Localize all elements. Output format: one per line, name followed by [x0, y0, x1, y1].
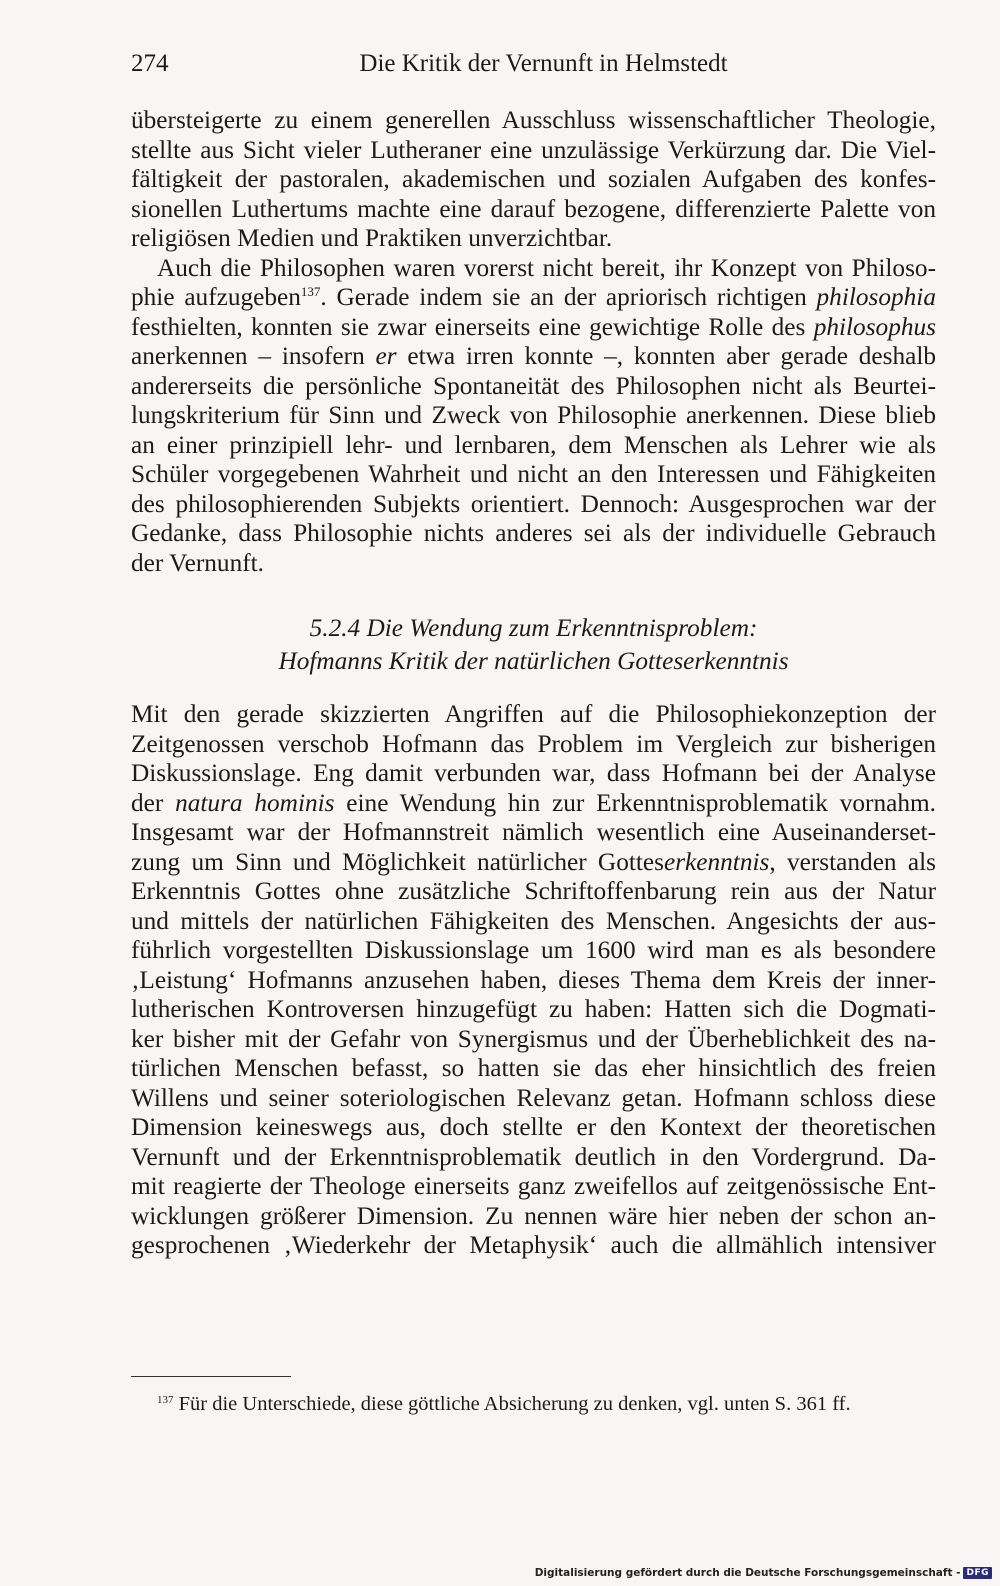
text-line: übersteigerte zu einem generellen Ausschluss wissenschaftlicher Theologie, [131, 106, 936, 134]
text-line: stellte aus Sicht vieler Lutheraner eine unzulässige Verkürzung dar. Die Viel- [131, 135, 936, 164]
text-line: Dimension keineswegs aus, doch stellte er den Kontext der theoretischen [131, 1113, 936, 1141]
section-heading [131, 612, 936, 678]
text-line: des philosophierenden Subjekts orientiert. Dennoch: Ausgesprochen war der [131, 489, 936, 518]
paragraph-1 [131, 106, 936, 254]
italic-term: erkenntnis [663, 847, 770, 876]
text-line [131, 283, 936, 313]
text-run: der [131, 788, 176, 817]
dfg-logo: DFG [963, 1567, 992, 1579]
text-line: lutherischen Kontroversen hinzugefügt zu haben: Hatten sich die Dogmati- [131, 995, 936, 1023]
text-line: gesprochenen ‚Wiederkehr der Metaphysik‘ auch die allmählich intensiver [131, 1231, 936, 1259]
text-line [131, 848, 936, 878]
text-line: Insgesamt war der Hofmannstreit nämlich wesentlich eine Auseinanderset- [131, 818, 936, 846]
italic-term: philosophia [816, 283, 936, 311]
text-line: Schüler vorgegebenen Wahrheit und nicht an den Interessen und Fähigkeiten [131, 460, 936, 488]
text-line: religiösen Medien und Praktiken unverzichtbar. [131, 224, 613, 252]
text-line: Erkenntnis Gottes ohne zusätzliche Schriftoffenbarung rein aus der Natur [131, 877, 936, 905]
text-line [131, 313, 936, 343]
page-header [131, 50, 936, 86]
text-line [131, 342, 936, 372]
body-text [131, 106, 936, 1261]
text-line: und mittels der natürlichen Fähigkeiten des Menschen. Angesichts der aus- [131, 906, 936, 935]
footnote [157, 1387, 937, 1417]
text-line: führlich vorgestellten Diskussionslage um 1600 wird man es als besondere [131, 936, 936, 964]
text-line: an einer prinzipiell lehr- und lernbaren, dem Menschen als Lehrer wie als [131, 430, 936, 459]
footnote-ref[interactable]: 137 [300, 284, 321, 299]
italic-term: er [375, 342, 397, 370]
text-line: Mit den gerade skizzierten Angriffen auf die Philosophiekonzeption der [131, 700, 936, 728]
text-line: Gedanke, dass Philosophie nichts anderes sei als der individuelle Gebrauch [131, 519, 936, 547]
text-run: festhielten, konnten sie zwar einerseits eine gewichtige Rolle des [131, 312, 814, 341]
credit-text: Digitalisierung gefördert durch die Deutsche Forschungsgemeinschaft - [534, 1567, 961, 1579]
italic-term: natura hominis [175, 788, 335, 817]
digitization-credit [535, 1564, 992, 1582]
text-line: ker bisher mit der Gefahr von Synergismus und der Überheblichkeit des na- [131, 1024, 936, 1053]
heading-line: Hofmanns Kritik der natürlichen Gotteserkenntnis [278, 647, 789, 675]
text-run: phie aufzugeben [131, 283, 301, 311]
text-run: etwa irren konnte –, konnten aber gerade deshalb [396, 342, 936, 370]
text-line: Willens und seiner soteriologischen Relevanz getan. Hofmann schloss diese [131, 1083, 936, 1112]
text-run: . Gerade indem sie an der apriorisch richtigen [320, 283, 817, 311]
text-run: zung um Sinn und Möglichkeit natürlicher Gottes [131, 847, 664, 876]
paragraph-2 [131, 254, 936, 579]
text-line: ‚Leistung‘ Hofmanns anzusehen haben, dieses Thema dem Kreis der inner- [131, 965, 936, 994]
text-run: , verstanden als [769, 847, 936, 876]
text-line: Zeitgenossen verschob Hofmann das Problem im Vergleich zur bisherigen [131, 729, 936, 758]
italic-term: philosophus [813, 312, 936, 341]
text-line: der Vernunft. [131, 548, 265, 577]
text-run: anerkennen – insofern [131, 342, 376, 370]
text-line: Vernunft und der Erkenntnisproblematik deutlich in den Vordergrund. Da- [131, 1142, 936, 1171]
text-line: fältigkeit der pastoralen, akademischen und sozialen Aufgaben des konfes- [131, 165, 936, 193]
footnote-text: Für die Unterschiede, diese göttliche Absicherung zu denken, vgl. unten S. 361 ff. [173, 1393, 851, 1415]
footnote-divider [131, 1376, 291, 1377]
text-line: sionellen Luthertums machte eine darauf bezogene, differenzierte Palette von [131, 194, 936, 223]
paragraph-3 [131, 700, 936, 1261]
text-line: Diskussionslage. Eng damit verbunden war, dass Hofmann bei der Analyse [131, 759, 936, 787]
heading-line: 5.2.4 Die Wendung zum Erkenntnisproblem: [309, 614, 758, 642]
text-line [131, 789, 936, 819]
footnote-number: 137 [157, 1394, 174, 1406]
running-title: Die Kritik der Vernunft in Helmstedt [359, 50, 728, 77]
text-line: mit reagierte der Theologe einerseits ganz zweifellos auf zeitgenössische Ent- [131, 1172, 936, 1200]
text-run: eine Wendung hin zur Erkenntnisproblematik vornahm. [334, 788, 937, 817]
text-line: andererseits die persönliche Spontaneität des Philosophen nicht als Beurtei- [131, 371, 936, 400]
page-number: 274 [131, 50, 169, 77]
text-line: Auch die Philosophen waren vorerst nicht bereit, ihr Konzept von Philoso- [157, 253, 936, 282]
text-line: wicklungen größerer Dimension. Zu nennen wäre hier neben der schon an- [131, 1201, 936, 1230]
text-line: lungskriterium für Sinn und Zweck von Philosophie anerkennen. Diese blieb [131, 401, 936, 429]
text-line: türlichen Menschen befasst, so hatten sie das eher hinsichtlich des freien [131, 1054, 936, 1082]
